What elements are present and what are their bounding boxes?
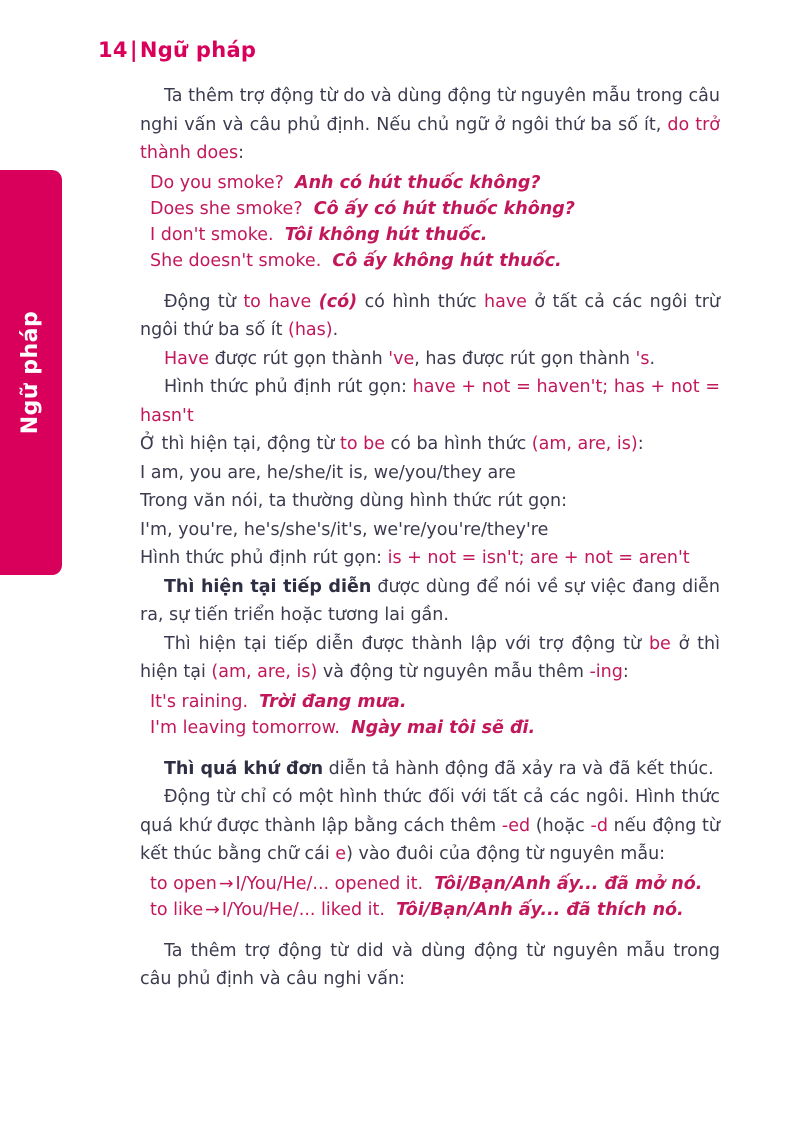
arrow-icon: → — [205, 899, 220, 920]
example-english: I/You/He/... liked it. — [221, 899, 385, 920]
p11-e: e — [335, 844, 347, 864]
p2-has: (has) — [288, 320, 333, 340]
example-vietnamese: Trời đang mưa. — [259, 691, 407, 712]
p11-d: -d — [590, 815, 608, 836]
page-content — [140, 82, 720, 994]
p3-have: Have — [164, 348, 210, 369]
example-english: She doesn't smoke. — [150, 250, 322, 271]
example-vietnamese: Cô ấy không hút thuốc. — [332, 250, 562, 271]
example-block-1 — [140, 170, 720, 274]
example-block-3 — [140, 871, 720, 923]
example-line — [150, 871, 720, 897]
p8-rest: được dùng để nói về sự việc đang diễn ra, sự tiến triển hoặc tương lai gần. — [140, 576, 721, 625]
example-line — [150, 170, 720, 196]
p4-formula: have + not = haven't; has + not = hasn't — [140, 377, 720, 426]
example-vietnamese: Anh có hút thuốc không? — [295, 172, 541, 193]
p1-text-1: Ta thêm trợ động từ do và dùng động từ nguyên mẫu trong câu nghi vấn và câu phủ định. Nếu chủ ngữ ở ngôi thứ ba số ít, — [140, 86, 720, 135]
p10-rest: diễn tả hành động đã xảy ra và đã kết thúc. — [323, 758, 714, 779]
p9-text-5: và động từ nguyên mẫu thêm — [317, 662, 590, 682]
example-english: I don't smoke. — [150, 224, 274, 245]
p2-text-3: ở tất cả các ngôi trừ ngôi thứ ba số ít — [140, 291, 720, 340]
example-vietnamese: Tôi không hút thuốc. — [284, 224, 488, 245]
example-english: Does she smoke? — [150, 198, 303, 219]
p9-text-3: ở thì hiện tại — [140, 633, 720, 682]
p2-text-2: có hình thức — [357, 291, 485, 312]
example-line — [150, 196, 720, 222]
example-infinitive: to like — [150, 899, 204, 920]
example-line — [150, 222, 720, 248]
example-english: It's raining. — [150, 691, 249, 712]
example-vietnamese: Tôi/Bạn/Anh ấy... đã mở nó. — [434, 873, 703, 894]
page-header — [98, 38, 256, 62]
page-number: 14 — [98, 38, 128, 62]
example-block-2 — [140, 689, 720, 741]
paragraph-10 — [140, 755, 720, 784]
p7-text-1: Hình thức phủ định rút gọn: — [140, 548, 388, 568]
example-english: Do you smoke? — [150, 172, 284, 193]
p3-text-2: được rút gọn thành — [209, 348, 389, 369]
p9-text-1: Thì hiện tại tiếp diễn được thành lập với trợ động từ — [164, 633, 649, 654]
p7-formula: is + not = isn't; are + not = aren't — [387, 548, 690, 568]
p3-ve: 've — [388, 348, 415, 369]
p4-text-1: Hình thức phủ định rút gọn: — [164, 377, 413, 397]
p1-text-3: : — [238, 143, 245, 163]
section-title: Ngữ pháp — [139, 38, 257, 62]
p2-have: have — [484, 291, 527, 312]
example-line — [150, 689, 720, 715]
paragraph-3 — [140, 345, 720, 374]
p10-term: Thì quá khứ đơn — [164, 758, 324, 779]
paragraph-1 — [140, 82, 720, 168]
p3-text-6: . — [649, 348, 656, 369]
header-separator: | — [129, 38, 138, 62]
paragraph-12: Ta thêm trợ động từ did và dùng động từ nguyên mẫu trong câu phủ định và câu nghi vấn: — [140, 940, 720, 989]
p1-text-2: do trở thành does — [140, 114, 720, 163]
p11-text-7: ) vào đuôi của động từ nguyên mẫu: — [346, 844, 666, 864]
paragraph-6b: I'm, you're, he's/she's/it's, we're/you're/they're — [140, 519, 549, 540]
p9-text-7: : — [622, 662, 629, 682]
p2-gloss: (có) — [318, 291, 358, 312]
p11-text-1: Động từ chỉ có một hình thức đối với tất cả các ngôi. Hình thức quá khứ được thành lập bằng cách thêm — [140, 787, 720, 836]
paragraph-9 — [140, 630, 720, 687]
p5-tobe: to be — [339, 434, 385, 454]
arrow-icon: → — [218, 873, 234, 894]
example-vietnamese: Ngày mai tôi sẽ đi. — [351, 717, 536, 738]
p9-be: be — [648, 633, 671, 654]
p8-term: Thì hiện tại tiếp diễn — [164, 576, 372, 597]
p11-ed: -ed — [501, 815, 531, 836]
p5-text-1: Ở thì hiện tại, động từ — [140, 434, 340, 454]
p5-forms: (am, are, is) — [531, 434, 638, 454]
p5-text-5: : — [637, 434, 644, 454]
side-tab-label: Ngữ pháp — [18, 310, 43, 435]
example-english: I'm leaving tomorrow. — [150, 717, 340, 738]
p2-verb: to have — [243, 291, 312, 312]
example-vietnamese: Cô ấy có hút thuốc không? — [313, 198, 575, 219]
paragraph-11 — [140, 783, 720, 869]
p2-text-4: . — [332, 320, 339, 340]
p2-text-1: Động từ — [164, 291, 244, 312]
p5-text-3: có ba hình thức — [384, 434, 532, 454]
paragraph-7 — [140, 544, 720, 573]
example-english: I/You/He/... opened it. — [235, 873, 424, 894]
paragraph-5 — [140, 430, 720, 459]
section-side-tab — [0, 170, 62, 575]
p11-text-3: (hoặc — [530, 815, 591, 836]
p3-text-4: , has được rút gọn thành — [414, 348, 636, 369]
example-line — [150, 897, 720, 923]
p3-s: 's — [635, 348, 650, 369]
example-vietnamese: Tôi/Bạn/Anh ấy... đã thích nó. — [396, 899, 684, 920]
example-line — [150, 715, 720, 741]
example-infinitive: to open — [150, 873, 217, 894]
p9-ing: -ing — [589, 662, 623, 682]
p9-forms: (am, are, is) — [211, 662, 318, 682]
paragraph-4 — [140, 373, 720, 430]
p11-text-5: nếu động từ kết thúc bằng chữ cái — [140, 815, 720, 864]
paragraph-5b: I am, you are, he/she/it is, we/you/they are — [140, 462, 516, 483]
paragraph-2 — [140, 288, 720, 345]
paragraph-6: Trong văn nói, ta thường dùng hình thức rút gọn: — [140, 491, 567, 511]
example-line — [150, 248, 720, 274]
paragraph-8 — [140, 573, 720, 630]
